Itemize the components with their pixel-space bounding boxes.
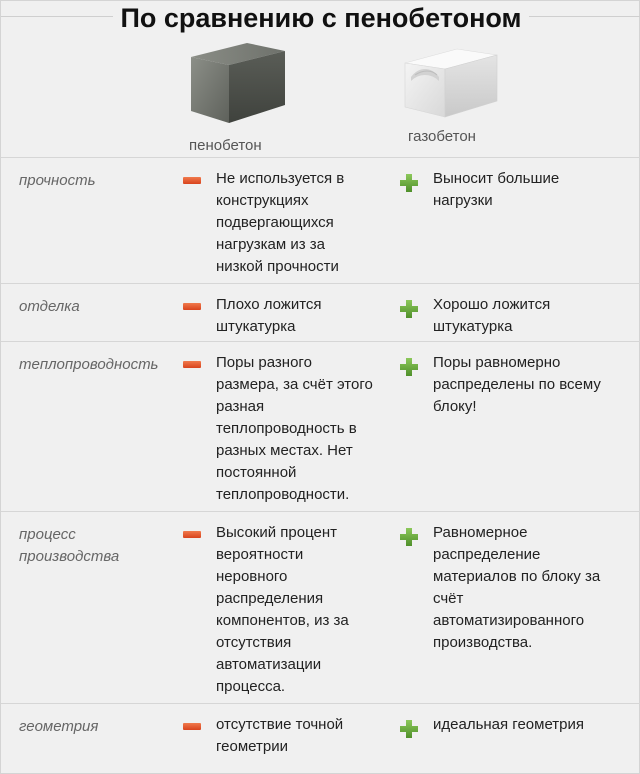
foam-concrete-value: Поры разного размера, за счёт этого разная теплопроводность в разных местах. Нет постоянной теплопроводности. — [216, 354, 373, 503]
aerated-concrete-value: Хорошо ложится штукатурка — [433, 296, 551, 335]
aerated-concrete-value: идеальная геометрия — [433, 716, 584, 733]
column-header-foam-concrete: пенобетон — [189, 137, 262, 154]
aerated-concrete-value: Выносит большие нагрузки — [433, 170, 560, 209]
row-category: отделка — [19, 298, 80, 315]
minus-icon — [183, 303, 201, 310]
plus-icon — [400, 300, 418, 318]
aerated-concrete-value: Поры равномерно распределены по всему блоку! — [433, 354, 601, 415]
row-category: процесс производства — [19, 526, 120, 565]
foam-concrete-value: Высокий процент вероятности неровного распределения компонентов, из за отсутствия автоматизации процесса. — [216, 524, 349, 695]
plus-icon — [400, 174, 418, 192]
comparison-row-geometry — [1, 703, 640, 772]
minus-icon — [183, 361, 201, 368]
foam-concrete-value: Плохо ложится штукатурка — [216, 296, 322, 335]
comparison-row-production-process — [1, 511, 640, 704]
minus-icon — [183, 531, 201, 538]
minus-icon — [183, 177, 201, 184]
page-title: По сравнению с пенобетоном — [1, 2, 640, 34]
foam-concrete-value: отсутствие точной геометрии — [216, 716, 344, 755]
plus-icon — [400, 358, 418, 376]
row-category: геометрия — [19, 718, 99, 735]
foam-concrete-block-image — [189, 39, 287, 125]
row-category: теплопроводность — [19, 356, 159, 373]
column-header-aerated-concrete: газобетон — [408, 128, 476, 145]
plus-icon — [400, 528, 418, 546]
comparison-row-strength — [1, 157, 640, 284]
plus-icon — [400, 720, 418, 738]
comparison-row-finishing — [1, 283, 640, 342]
row-category: прочность — [19, 172, 96, 189]
aerated-concrete-block-image — [403, 47, 501, 119]
minus-icon — [183, 723, 201, 730]
foam-concrete-value: Не используется в конструкциях подвергающихся нагрузкам из за низкой прочности — [216, 170, 345, 275]
aerated-concrete-value: Равномерное распределение материалов по блоку за счёт автоматизированного производства. — [433, 524, 601, 651]
comparison-row-thermal-conductivity — [1, 341, 640, 512]
